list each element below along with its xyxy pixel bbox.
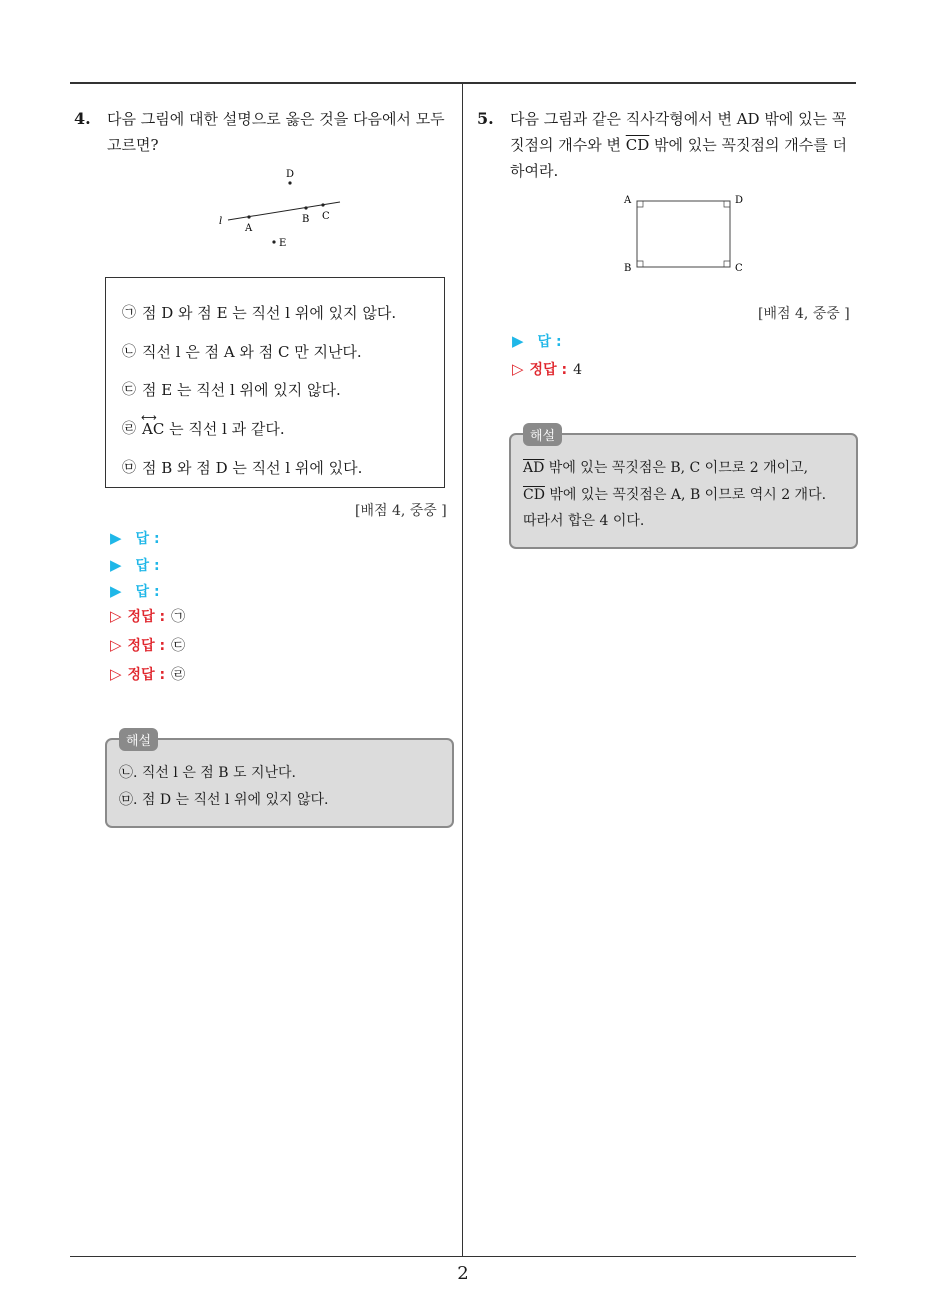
explanation-line-1: ㉡. 직선 l 은 점 B 도 지난다. xyxy=(119,765,297,781)
column-divider xyxy=(462,82,463,1256)
point-c xyxy=(321,203,324,206)
play-icon: ▶ xyxy=(512,332,524,350)
question-5-text-line-3: 하여라. xyxy=(510,162,559,180)
choice-4 xyxy=(122,411,285,439)
choice-1-text: 점 D 와 점 E 는 직선 l 위에 있지 않다. xyxy=(142,304,397,322)
explanation-line-2: ㉤. 점 D 는 직선 l 위에 있지 않다. xyxy=(119,792,329,808)
question-4-header xyxy=(74,106,454,158)
choice-5-mark: ㉤ xyxy=(122,460,136,476)
label-c: C xyxy=(322,211,330,222)
question-4-text-line-2: 고르면? xyxy=(107,136,159,154)
choice-1-mark: ㉠ xyxy=(122,305,136,321)
label-e: E xyxy=(279,238,287,249)
right-angle-a xyxy=(637,201,643,207)
choice-5 xyxy=(122,457,362,478)
question-4-explanation xyxy=(105,734,454,828)
right-angle-d xyxy=(724,201,730,207)
explanation-tag: 해설 xyxy=(119,728,158,751)
question-5-text-line-2: 짓점의 개수와 변 $\overline{CD}$ 밖에 있는 꼭짓점의 개수를 더 xyxy=(510,136,847,154)
question-4-text-line-1: 다음 그림에 대한 설명으로 옳은 것을 다음에서 모두 xyxy=(107,110,445,128)
correct-answer-row-3: ▷ 정답 : ㉣ xyxy=(110,665,186,683)
correct-answer-value: ㉢ xyxy=(171,638,186,654)
page-number: 2 xyxy=(457,1263,469,1284)
outline-play-icon: ▷ xyxy=(512,360,524,378)
correct-answer-row-1: ▷ 정답 : ㉠ xyxy=(110,607,186,625)
choice-4-mark: ㉣ xyxy=(122,421,136,437)
question-4-choices-box xyxy=(105,277,445,488)
question-5-figure xyxy=(618,190,748,280)
label-b: B xyxy=(624,263,632,274)
explanation-tag: 해설 xyxy=(523,423,562,446)
choice-2-text: 직선 l 은 점 A 와 점 C 만 지난다. xyxy=(142,343,362,361)
choice-3-mark: ㉢ xyxy=(122,382,136,398)
play-icon: ▶ xyxy=(110,556,122,574)
question-5-header xyxy=(477,106,857,184)
label-d: D xyxy=(286,169,295,180)
play-icon: ▶ xyxy=(110,582,122,600)
question-5-score: [배점 4, 중중 ] xyxy=(758,306,850,322)
correct-answer-value: ㉣ xyxy=(171,667,186,683)
point-d xyxy=(288,181,291,184)
question-4-number: 4. xyxy=(74,109,91,128)
answer-row-1[interactable]: ▶ 답 : xyxy=(110,529,160,547)
choice-4-line-ac: ⟷ AC xyxy=(141,411,165,438)
point-e xyxy=(272,240,275,243)
correct-answer-value: 4 xyxy=(573,362,582,378)
question-5-explanation xyxy=(509,429,858,549)
explanation-line-2: $\overline{CD}$ 밖에 있는 꼭짓점은 A, B 이므로 역시 2 개다. xyxy=(523,487,827,503)
point-b xyxy=(304,206,307,209)
label-d: D xyxy=(735,195,744,206)
choice-5-text: 점 B 와 점 D 는 직선 l 위에 있다. xyxy=(142,459,363,477)
choice-3 xyxy=(122,379,341,400)
correct-answer-value: ㉠ xyxy=(171,609,186,625)
right-angle-c xyxy=(724,261,730,267)
outline-play-icon: ▷ xyxy=(110,665,122,683)
point-a xyxy=(247,215,250,218)
question-5-text-line-1: 다음 그림과 같은 직사각형에서 변 AD 밖에 있는 꼭 xyxy=(510,110,847,128)
choice-3-text: 점 E 는 직선 l 위에 있지 않다. xyxy=(142,381,341,399)
outline-play-icon: ▷ xyxy=(110,607,122,625)
label-b: B xyxy=(302,214,310,225)
right-angle-b xyxy=(637,261,643,267)
outline-play-icon: ▷ xyxy=(110,636,122,654)
label-c: C xyxy=(735,263,743,274)
correct-answer-row-2: ▷ 정답 : ㉢ xyxy=(110,636,186,654)
explanation-line-3: 따라서 합은 4 이다. xyxy=(523,513,645,529)
correct-answer-row: ▷ 정답 : 4 xyxy=(512,360,582,378)
choice-2-mark: ㉡ xyxy=(122,344,136,360)
bottom-rule xyxy=(70,1256,856,1257)
play-icon: ▶ xyxy=(110,529,122,547)
answer-row-3[interactable]: ▶ 답 : xyxy=(110,582,160,600)
rectangle-abcd xyxy=(637,201,730,267)
answer-row[interactable]: ▶ 답 : xyxy=(512,332,562,350)
line-arrow-icon: ⟷ xyxy=(141,411,157,424)
explanation-line-1: $\overline{AD}$ 밖에 있는 꼭짓점은 B, C 이므로 2 개이고, xyxy=(523,460,809,476)
answer-row-2[interactable]: ▶ 답 : xyxy=(110,556,160,574)
label-a: A xyxy=(245,223,253,234)
choice-2 xyxy=(122,341,362,362)
choice-1 xyxy=(122,302,396,323)
question-5-number: 5. xyxy=(477,109,494,128)
label-l: l xyxy=(219,216,223,227)
question-4-score: [배점 4, 중중 ] xyxy=(355,503,447,519)
question-4-text xyxy=(107,106,445,158)
question-4-figure xyxy=(210,160,360,260)
label-a: A xyxy=(624,195,632,206)
question-5-text xyxy=(510,106,847,184)
choice-4-text: 는 직선 l 과 같다. xyxy=(164,420,285,438)
